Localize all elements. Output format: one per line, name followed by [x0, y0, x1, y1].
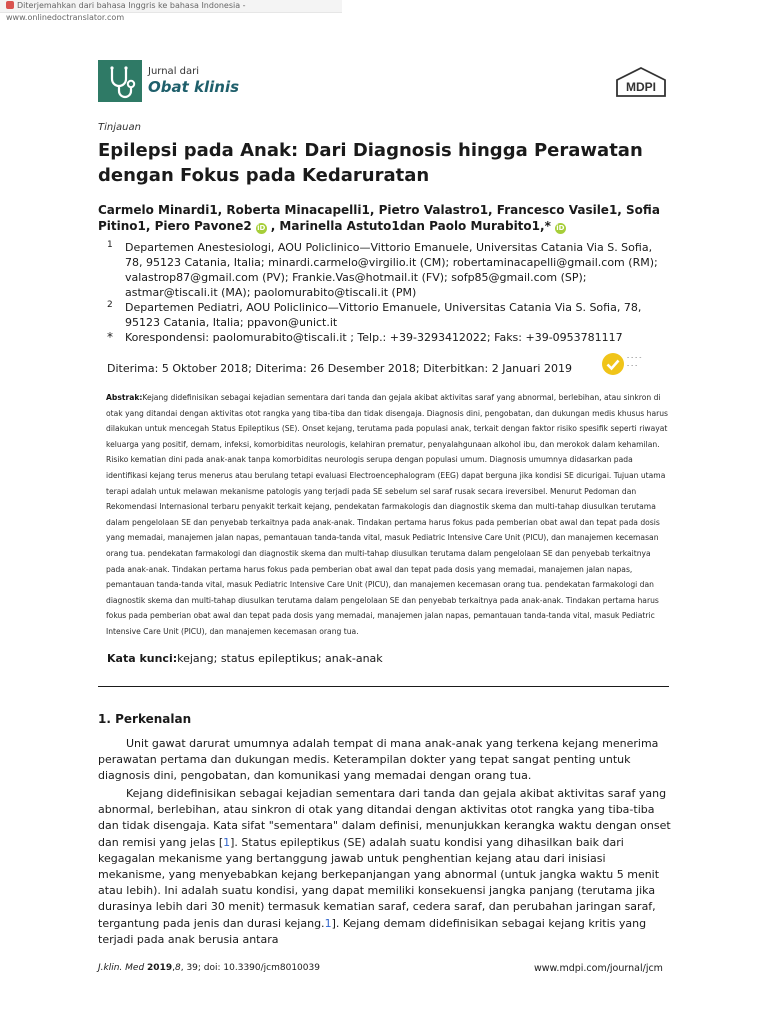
mdpi-logo[interactable]	[613, 66, 669, 100]
abstract	[106, 390, 670, 640]
publication-dates: Diterima: 5 Oktober 2018; Diterima: 26 Desember 2018; Diterbitkan: 2 Januari 2019	[107, 362, 572, 375]
correspondence-text: Korespondensi: paolomurabito@tiscali.it ; Telp.: +39-3293412022; Faks: +39-0953781117	[125, 331, 623, 344]
keywords-text: kejang; status epileptikus; anak-anak	[177, 652, 383, 665]
affiliation-1	[107, 240, 672, 300]
publisher-name: MDPI	[626, 80, 656, 94]
journal-logo	[98, 60, 142, 102]
affiliation-2	[107, 300, 672, 330]
translator-banner[interactable]	[0, 0, 342, 22]
affiliation-number: 2	[107, 300, 113, 310]
mdpi-logo-icon	[613, 66, 669, 100]
footer-journal-url[interactable]: www.mdpi.com/journal/jcm	[534, 963, 663, 974]
paragraph-2	[98, 786, 673, 948]
translator-banner-text: Diterjemahkan dari bahasa Inggris ke bahasa Indonesia - www.onlinedoctranslator.com	[6, 1, 246, 22]
section-heading: 1. Perkenalan	[98, 712, 192, 726]
footer-volume: 8	[174, 963, 181, 973]
affiliation-text: Departemen Pediatri, AOU Policlinico—Vittorio Emanuele, Universitas Catania Via S. Sofia, 78, 95123 Catania, Italia; ppavon@unict.it	[125, 301, 642, 329]
check-updates-badge-icon	[601, 352, 625, 376]
authors-part-2: , Marinella Astuto1dan Paolo Murabito1,*	[270, 219, 551, 233]
paragraph-2-text-c: ]. Kejang demam didefinisikan sebagai kejang kritis yang terjadi pada anak berusia antara	[98, 916, 647, 946]
stethoscope-icon	[98, 60, 142, 102]
correspondence-marker: *	[107, 330, 113, 344]
citation-link[interactable]: 1	[223, 835, 231, 849]
abstract-text: Kejang didefinisikan sebagai kejadian sementara dari tanda dan gejala akibat aktivitas saraf yang abnormal, berlebihan, atau sinkron di otak yang ditandai dengan aktivitas otot rangka yang tiba-tiba dan tidak disengaja. Diagnosis dini, pengobatan, dan dukungan medis khusus harus dilakukan untuk mencegah Status Epileptikus (SE). Onset kejang, terutama pada populasi anak, terkait dengan faktor risiko spesifik seperti riwayat keluarga yang positif, demam, infeksi, komorbiditas neurologis, kelahiran prematur, penyalahgunaan alkohol ibu, dan merokok dalam kehamilan. Risiko kematian dini pada anak-anak tanpa komorbiditas neurologis serupa dengan populasi umum. Diagnosis umumnya didasarkan pada identifikasi kejang terus menerus atau berulang tetapi evaluasi Electroencephalogram (EEG) dapat berguna jika kondisi SE dicurigai. Tujuan utama terapi adalah untuk melawan mekanisme patologis yang terjadi pada SE sebelum sel saraf rusak secara ireversibel. Menurut Pedoman dan Rekomendasi Internasional terbaru penyakit terkait kejang, pendekatan farmakologis dan diagnostik skema dan multi-tahap diusulkan terutama dalam pengelolaan SE dan penyebab terkaitnya pada anak-anak. Tindakan pertama harus fokus pada pemberian obat awal dan tepat pada dosis yang memadai, manajemen jalan napas, pemantauan tanda-tanda vital, masuk Pediatric Intensive Care Unit (PICU), dan manajemen kecemasan orang tua. pendekatan farmakologi dan diagnostik skema dan multi-tahap diusulkan terutama dalam pengelolaan SE dan penyebab terkaitnya pada anak-anak. Tindakan pertama harus fokus pada pemberian obat awal dan tepat pada dosis yang memadai, manajemen jalan napas, pemantauan tanda-tanda vital, masuk Pediatric Intensive Care Unit (PICU), dan manajemen kecemasan orang tua. pendekatan farmakologi dan diagnostik skema dan multi-tahap diusulkan terutama dalam pengelolaan SE dan penyebab terkaitnya pada anak-anak. Tindakan pertama harus fokus pada pemberian obat awal dan tepat pada dosis yang memadai, manajemen jalan napas, pemantauan tanda-tanda vital, masuk Pediatric Intensive Care Unit (PICU), dan manajemen kecemasan orang tua.	[106, 393, 669, 636]
check-for-updates-icon[interactable]	[601, 352, 625, 376]
article-type: Tinjauan	[98, 122, 141, 133]
orcid-icon[interactable]: iD	[556, 224, 565, 232]
paragraph-1-text: Unit gawat darurat umumnya adalah tempat di mana anak-anak yang terkena kejang menerima perawatan pertama dan dukungan medis. Keterampilan dokter yang tepat sangat penting untuk diagnosis dini, pengobatan, dan komunikasi yang memadai dengan orang tua.	[98, 737, 659, 783]
abstract-label: Abstrak:	[106, 393, 143, 402]
check-for-updates-label[interactable]	[627, 354, 641, 370]
keywords	[107, 652, 383, 665]
affiliation-number: 1	[107, 240, 113, 250]
orcid-icon[interactable]: iD	[257, 224, 266, 232]
journal-of-label: Jurnal dari	[148, 66, 200, 77]
updates-line-1: - - - -	[627, 354, 642, 361]
translator-logo-icon	[6, 1, 14, 9]
author-list	[98, 202, 673, 234]
updates-line-2: - - -	[627, 362, 638, 369]
paragraph-2-text-a: Kejang didefinisikan sebagai kejadian sementara dari tanda dan gejala akibat aktivitas saraf yang abnormal, berlebihan, atau sinkron di otak yang ditandai dengan aktivitas otot rangka yang tiba-tiba dan tidak disengaja. Kata sifat "sementara" dalam definisi, menunjukkan kerangka waktu dengan onset dan remisi yang jelas [	[98, 787, 671, 849]
footer-year: 2019	[147, 963, 173, 973]
authors-part-1: Carmelo Minardi1, Roberta Minacapelli1, Pietro Valastro1, Francesco Vasile1, Sofia Pitino1, Piero Pavone2	[98, 203, 660, 233]
article-title: Epilepsi pada Anak: Dari Diagnosis hingga Perawatan dengan Fokus pada Kedaruratan	[98, 140, 643, 186]
affiliation-text: Departemen Anestesiologi, AOU Policlinico—Vittorio Emanuele, Universitas Catania Via S. Sofia, 78, 95123 Catania, Italia; minardi.carmelo@virgilio.it (CM); robertaminacapelli@gmail.com (RM); valastrop87@gmail.com (PV); Frankie.Vas@hotmail.it (FV); sofp85@gmail.com (SP); astmar@tiscali.it (MA); paolomurabito@tiscali.it (PM)	[125, 241, 658, 299]
section-divider	[98, 686, 669, 687]
footer-journal-abbr: J.klin. Med	[98, 963, 145, 973]
footer-citation: J.klin. Med 2019,8, 39; doi: 10.3390/jcm8010039	[98, 963, 320, 973]
citation-link[interactable]: 1	[324, 916, 332, 930]
keywords-label: Kata kunci:	[107, 652, 178, 665]
paragraph-1	[98, 736, 673, 785]
correspondence	[107, 330, 672, 345]
journal-name: Obat klinis	[148, 78, 240, 96]
footer-doi: , 39; doi: 10.3390/jcm8010039	[180, 963, 320, 973]
paragraph-2-text-b: ]. Status epileptikus (SE) adalah suatu kondisi yang dihasilkan baik dari kegagalan mekanisme yang bertanggung jawab untuk penghentian kejang atau dari inisiasi mekanisme, yang menyebabkan kejang berkepanjangan yang abnormal (untuk jangka waktu 5 menit atau lebih). Ini adalah suatu kondisi, yang dapat memiliki konsekuensi jangka panjang (terutama jika durasinya lebih dari 30 menit) termasuk kematian saraf, cedera saraf, dan perubahan jaringan saraf, tergantung pada jenis dan durasi kejang.	[98, 835, 660, 930]
